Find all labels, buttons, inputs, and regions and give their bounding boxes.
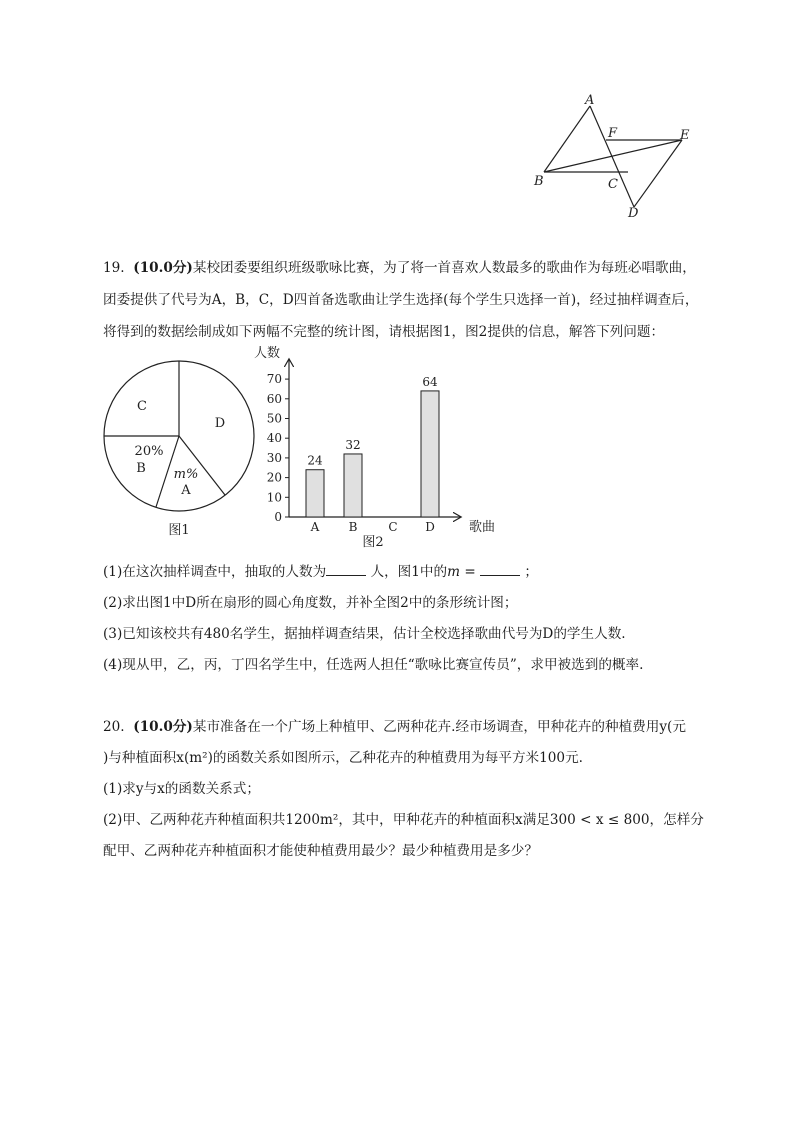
segment-BE [544, 140, 682, 172]
q19-line2: 团委提供了代号为A，B，C，D四首备选歌曲让学生选择(每个学生只选择一首)，经过抽样调查后， [103, 292, 699, 308]
pie-label-D: D [214, 416, 226, 431]
y-tick-label-40: 40 [266, 431, 282, 446]
point-label-B: B [534, 174, 544, 189]
bar-value-label-A: 24 [307, 453, 323, 468]
bar-value-label-D: 64 [422, 374, 438, 389]
point-label-F: F [608, 126, 618, 141]
pie-label-B: B [136, 461, 146, 476]
q19-sub3: (3)已知该校共有480名学生，据抽样调查结果，估计全校选择歌曲代号为D的学生人数. [103, 626, 626, 642]
point-label-D: D [628, 206, 639, 221]
q20-score: (10.0分) [133, 719, 193, 735]
point-label-C: C [608, 177, 618, 192]
q19-score: (10.0分) [133, 260, 193, 276]
q19-sub1-text-a: (1)在这次抽样调查中，抽取的人数为 [103, 564, 327, 580]
q19-text-1: 某校团委要组织班级歌咏比赛，为了将一首喜欢人数最多的歌曲作为每班必唱歌曲， [192, 260, 696, 276]
q20-sub2-line2: 配甲、乙两种花卉种植面积才能使种植费用最少？最少种植费用是多少？ [103, 843, 538, 859]
q19-sub1-equals: = [464, 564, 476, 580]
x-axis-label: 歌曲 [469, 520, 496, 535]
q20-number: 20. [103, 719, 125, 735]
q19-sub2: (2)求出图1中D所在扇形的圆心角度数，并补全图2中的条形统计图； [103, 595, 518, 611]
q19-sub1 [103, 563, 538, 581]
answer-blank-m[interactable] [480, 563, 520, 576]
q19-sub1-end: ； [524, 564, 538, 580]
pie-label-C: C [137, 399, 147, 414]
q20-line2: )与种植面积x(m²)的函数关系如图所示，乙种花卉的种植费用为每平方米100元. [103, 750, 583, 766]
y-tick-label-60: 60 [266, 391, 282, 406]
q19-line1 [103, 259, 696, 277]
pie-caption: 图1 [168, 523, 190, 538]
y-tick-label-20: 20 [266, 470, 282, 485]
q20-text-1: 某市准备在一个广场上种植甲、乙两种花卉.经市场调查，甲种花卉的种植费用y(元 [192, 719, 686, 735]
q19-line3: 将得到的数据绘制成如下两幅不完整的统计图，请根据图1，图2提供的信息，解答下列问题： [103, 324, 665, 340]
bar-value-label-B: 32 [345, 437, 361, 452]
segment-AB [544, 106, 590, 172]
y-tick-label-10: 10 [266, 490, 282, 505]
bar-chart-figure2 [250, 340, 510, 552]
q19-sub1-text-b: 人，图1中的 [370, 564, 448, 580]
y-tick-label-70: 70 [266, 372, 282, 387]
x-tick-label-D: D [425, 520, 435, 534]
q20-sub2-line1: (2)甲、乙两种花卉种植面积共1200m²，其中，甲种花卉的种植面积x满足300 < x ≤ 800，怎样分 [103, 812, 704, 828]
q19-number: 19. [103, 260, 125, 276]
geometry-figure [530, 92, 700, 222]
bar-D [421, 391, 439, 517]
point-label-A: A [585, 93, 595, 108]
x-tick-label-A: A [310, 520, 320, 534]
q19-sub1-var-m: m [447, 564, 461, 580]
q20-line1 [103, 718, 686, 736]
q19-sub4: (4)现从甲，乙，丙，丁四名学生中，任选两人担任“歌咏比赛宣传员”，求甲被选到的概率. [103, 657, 644, 673]
answer-blank-count[interactable] [326, 563, 366, 576]
pie-chart-figure1 [95, 355, 255, 540]
bar-B [344, 454, 362, 517]
y-axis-label: 人数 [254, 346, 281, 361]
pie-label-A-percent: m% [173, 467, 199, 482]
x-tick-label-C: C [388, 520, 398, 534]
pie-label-A: A [181, 483, 191, 498]
point-label-E: E [680, 128, 690, 143]
y-tick-label-0: 0 [274, 510, 282, 524]
y-tick-label-50: 50 [266, 411, 282, 426]
pie-label-B-percent: 20% [134, 444, 164, 459]
bar-A [306, 470, 324, 517]
y-tick-label-30: 30 [266, 450, 282, 465]
x-tick-label-B: B [348, 520, 358, 534]
chart-caption: 图2 [362, 535, 384, 550]
q20-sub1: (1)求y与x的函数关系式； [103, 781, 260, 797]
